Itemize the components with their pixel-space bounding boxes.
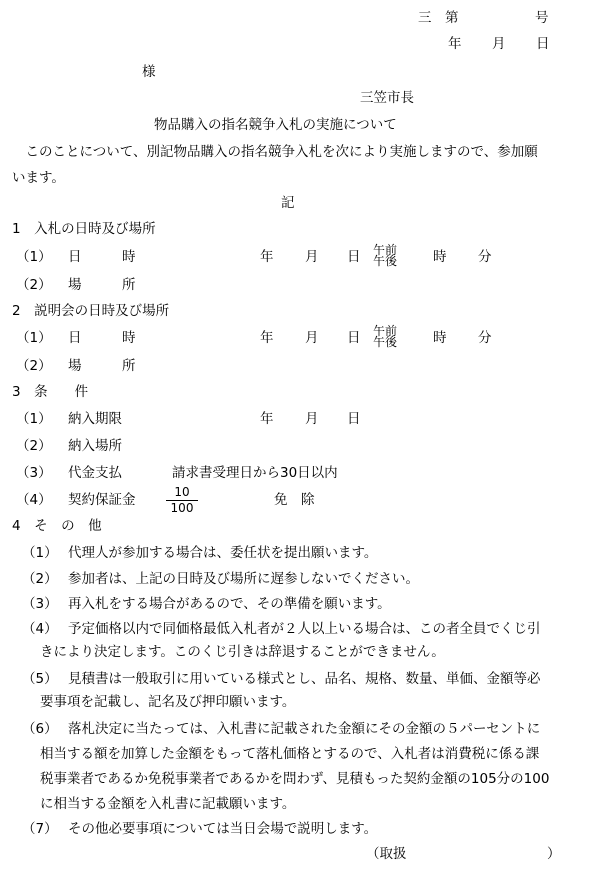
- note3-num: （3）: [22, 596, 58, 612]
- am-label: 午前: [373, 324, 398, 338]
- section1-ampm: [373, 245, 397, 267]
- note2-line1: 参加者は、上記の日時及び場所に遅参しないでください。: [68, 571, 419, 587]
- section1-month: 月: [305, 249, 319, 265]
- section2-item1-num: （1）: [16, 330, 52, 346]
- section2-month: 月: [305, 330, 319, 346]
- document-number-prefix: 三 第: [418, 10, 459, 26]
- section3-item1-label: 納入期限: [68, 411, 122, 427]
- section3-item2-label: 納入場所: [68, 438, 122, 454]
- note1-line1: 代理人が参加する場合は、委任状を提出願います。: [68, 545, 378, 561]
- pm-label: 午後: [373, 254, 398, 268]
- addressee-suffix: 様: [142, 64, 156, 80]
- intro-line-1: このことについて、別記物品購入の指名競争入札を次により実施しますので、参加願: [12, 144, 538, 160]
- section3-item3-label: 代金支払: [68, 465, 122, 481]
- note6-line1: 落札決定に当たっては、入札書に記載された金額にその金額の５パーセントに: [68, 721, 541, 737]
- section1-hour: 時: [433, 249, 447, 265]
- pm-label: 午後: [373, 335, 398, 349]
- am-label: 午前: [373, 243, 398, 257]
- note1-num: （1）: [22, 545, 58, 561]
- section1-item1-num: （1）: [16, 249, 52, 265]
- section2-year: 年: [260, 330, 274, 346]
- note5-num: （5）: [22, 671, 58, 687]
- ki-heading: 記: [281, 195, 295, 211]
- document-number-suffix: 号: [535, 10, 549, 26]
- section1-year: 年: [260, 249, 274, 265]
- page-title: 物品購入の指名競争入札の実施について: [154, 117, 397, 133]
- note6-num: （6）: [22, 721, 58, 737]
- note7-num: （7）: [22, 821, 58, 837]
- section3-item4-label: 契約保証金: [68, 492, 136, 508]
- section3-year: 年: [260, 411, 274, 427]
- note6-line3: 税事業者であるか免税事業者であるかを問わず、見積もった契約金額の105分の100: [40, 771, 550, 787]
- section2-item2-num: （2）: [16, 358, 52, 374]
- note2-num: （2）: [22, 571, 58, 587]
- footer-open: （取扱: [366, 846, 407, 862]
- section1-day: 日: [347, 249, 361, 265]
- section3-month: 月: [305, 411, 319, 427]
- section3-day: 日: [347, 411, 361, 427]
- note7-line1: その他必要事項については当日会場で説明します。: [68, 821, 378, 837]
- note6-line2: 相当する額を加算した金額をもって落札価格とするので、入札者は消費税に係る課: [40, 746, 540, 762]
- section2-item2-label: 場 所: [68, 358, 136, 374]
- section1-minute: 分: [478, 249, 492, 265]
- date-year: 年: [448, 36, 462, 52]
- note4-line1: 予定価格以内で同価格最低入札者が２人以上いる場合は、この者全員でくじ引: [68, 621, 541, 637]
- note4-line2: きにより決定します。このくじ引きは辞退することができません。: [40, 644, 445, 660]
- section2-item1-label: 日 時: [68, 330, 136, 346]
- section3-item4-value: 免 除: [274, 492, 315, 508]
- note3-line1: 再入札をする場合があるので、その準備を願います。: [68, 596, 391, 612]
- note5-line1: 見積書は一般取引に用いている様式とし、品名、規格、数量、単価、金額等必: [68, 671, 541, 687]
- note4-num: （4）: [22, 621, 58, 637]
- note5-line2: 要事項を記載し、記名及び押印願います。: [40, 694, 296, 710]
- date-day: 日: [536, 36, 550, 52]
- date-month: 月: [492, 36, 506, 52]
- section3-item4-num: （4）: [16, 492, 52, 508]
- section2-hour: 時: [433, 330, 447, 346]
- section1-heading: 1 入札の日時及び場所: [12, 221, 156, 237]
- note6-line4: に相当する金額を入札書に記載願います。: [40, 796, 296, 812]
- section4-heading: 4 そ の 他: [12, 518, 102, 534]
- section2-minute: 分: [478, 330, 492, 346]
- section1-item1-label: 日 時: [68, 249, 136, 265]
- section1-item2-num: （2）: [16, 277, 52, 293]
- fraction-denominator: 100: [170, 501, 194, 515]
- section3-item3-value: 請求書受理日から30日以内: [172, 465, 338, 481]
- section3-heading: 3 条 件: [12, 384, 89, 400]
- section2-heading: 2 説明会の日時及び場所: [12, 303, 170, 319]
- section2-ampm: [373, 326, 397, 348]
- footer-close: ）: [547, 846, 561, 862]
- section3-item3-num: （3）: [16, 465, 52, 481]
- section3-item2-num: （2）: [16, 438, 52, 454]
- section1-item2-label: 場 所: [68, 277, 136, 293]
- section3-item1-num: （1）: [16, 411, 52, 427]
- sender: 三笠市長: [360, 90, 414, 106]
- fraction-numerator: 10: [174, 485, 190, 499]
- guarantee-fraction: [166, 486, 198, 515]
- section2-day: 日: [347, 330, 361, 346]
- intro-line-2: います。: [12, 170, 65, 186]
